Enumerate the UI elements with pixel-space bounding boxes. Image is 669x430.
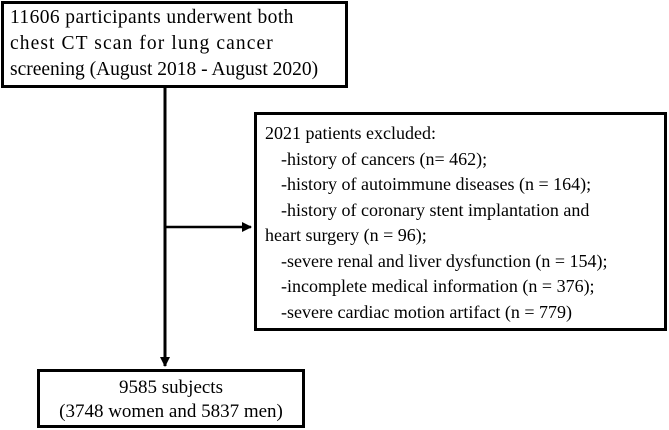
participants-line-3: screening (August 2018 - August 2020) (10, 59, 319, 80)
exclusion-box (254, 112, 667, 331)
subjects-breakdown: (3748 women and 5837 men) (59, 401, 283, 422)
exclusion-item-cancers: -history of cancers (n= 462); (281, 148, 488, 169)
exclusion-item-incomplete-info: -incomplete medical information (n = 376); (281, 276, 595, 296)
exclusion-item-motion-artifact: -severe cardiac motion artifact (n = 779) (281, 301, 573, 322)
participants-line-2: chest CT scan for lung cancer (10, 33, 274, 54)
participants-box (1, 1, 348, 88)
exclusion-item-stent: -history of coronary stent implantation and (281, 199, 590, 220)
subjects-count: 9585 subjects (119, 377, 223, 398)
participants-line-1: 11606 participants underwent both (10, 7, 294, 28)
exclusion-item-renal-liver: -severe renal and liver dysfunction (n = 154); (281, 250, 608, 271)
exclusion-item-stent-continued: heart surgery (n = 96); (265, 225, 427, 245)
subjects-box (37, 369, 305, 428)
exclusion-title: 2021 patients excluded: (265, 123, 436, 143)
exclusion-item-autoimmune: -history of autoimmune diseases (n = 164); (281, 174, 592, 194)
